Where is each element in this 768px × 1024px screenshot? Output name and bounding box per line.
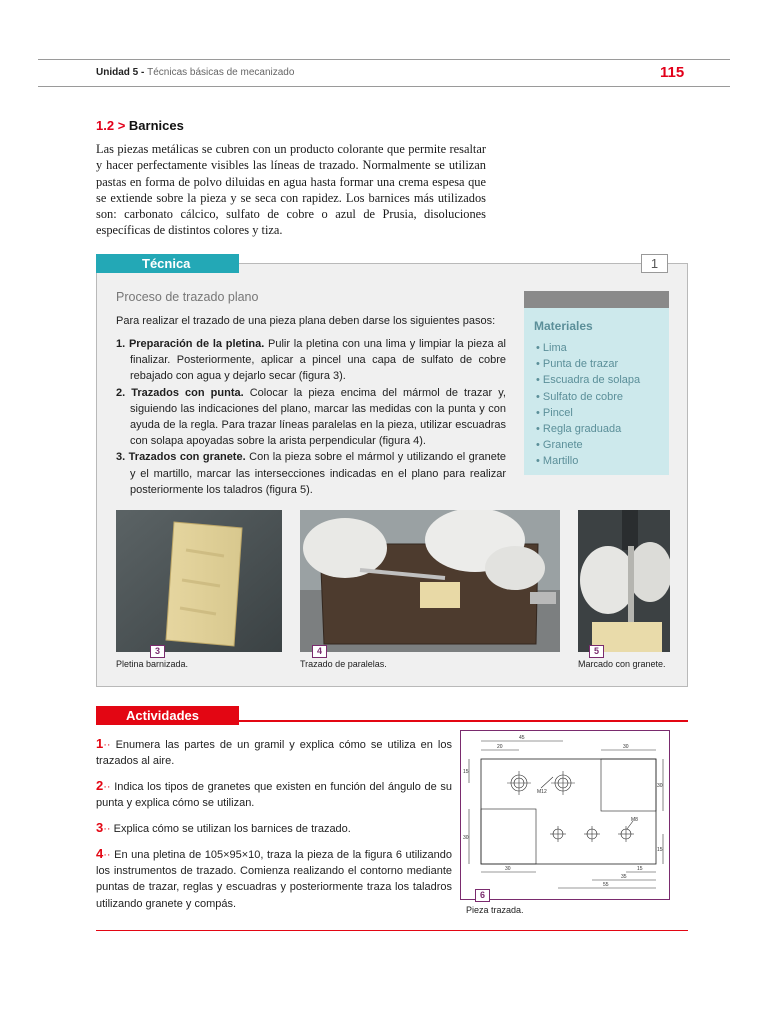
figure-caption: Trazado de paralelas.	[300, 659, 387, 669]
running-header	[96, 67, 294, 78]
step-text: Pulir la pletina con una lima y limpiar la pieza al finalizar. Posteriormente, aplicar a pincel una capa de sulfato de cobre rebajado con agua y dejarlo secar (figura 3).	[130, 338, 506, 383]
figure-caption: Pletina barnizada.	[116, 659, 189, 669]
tecnica-intro: Para realizar el trazado de una pieza plana deben darse los siguientes pasos:	[116, 315, 496, 327]
activity-number: 3	[96, 820, 104, 835]
activity-item	[96, 736, 452, 769]
photo-drawing-parallels	[300, 510, 560, 652]
activity-dots: ··	[103, 781, 111, 793]
step-number: 1.	[116, 338, 126, 350]
dim-label: 55	[603, 882, 609, 888]
activity-dots: ··	[103, 849, 111, 861]
subject-label: Técnicas básicas de mecanizado	[147, 67, 295, 78]
activity-dots: ··	[103, 739, 111, 751]
activity-dots: ··	[103, 823, 111, 835]
materials-title: Materiales	[534, 319, 593, 333]
dim-label: 30	[657, 783, 663, 789]
activity-number: 2	[96, 778, 104, 793]
activity-item	[96, 778, 452, 811]
material-item: • Sulfato de cobre	[536, 390, 624, 403]
materials-box	[524, 291, 669, 475]
activity-item	[96, 820, 452, 837]
material-item: • Punta de trazar	[536, 358, 619, 371]
technical-drawing	[460, 730, 670, 900]
figure-caption: Marcado con granete.	[578, 659, 666, 669]
section-title: Barnices	[128, 118, 184, 133]
section-body: Las piezas metálicas se cubren con un producto colorante que permite resaltar y hacer perfectamente visibles las líneas de trazado. Normalmente se utilizan pastas en forma de polvo diluidas en agua hasta formar una crema espesa que se extiende sobre la pieza y se seca con rapidez. Los barnices más utilizados son: carbonato cálcico, sulfato de cobre o azul de Prusia, disoluciones específicas de distintos colores y tiza.	[96, 142, 486, 238]
activity-item	[96, 846, 452, 912]
figure-number: 4	[312, 645, 327, 658]
header-bottom-rule	[38, 86, 730, 87]
figure-number: 6	[475, 889, 490, 902]
section-number: 1.2	[96, 118, 115, 133]
tecnica-steps	[116, 336, 506, 498]
actividades-tab: Actividades	[96, 706, 239, 725]
material-item: • Escuadra de solapa	[536, 374, 641, 387]
figure-number: 3	[150, 645, 165, 658]
step-number: 2.	[116, 386, 126, 399]
tecnica-step	[116, 385, 506, 450]
figure-caption: Pieza trazada.	[466, 905, 524, 915]
section-heading	[96, 118, 184, 133]
figure-number: 5	[589, 645, 604, 658]
bottom-rule	[96, 930, 688, 931]
page-number: 115	[660, 64, 685, 81]
dim-label: 30	[505, 866, 511, 872]
activity-number: 1	[96, 736, 104, 751]
dim-label: 15	[657, 847, 663, 853]
dim-label: 15	[463, 769, 469, 775]
materials-list	[536, 340, 640, 470]
tecnica-tab: Técnica	[96, 254, 239, 273]
materials-header-bar	[524, 291, 669, 308]
tecnica-step	[116, 336, 506, 385]
dim-label: 35	[621, 874, 627, 880]
photo-varnished-plate	[116, 510, 282, 652]
tecnica-top-rule	[239, 263, 641, 264]
tecnica-title: Proceso de trazado plano	[116, 290, 259, 304]
activity-text: Indica los tipos de granetes que existen en función del ángulo de su punta y explica cómo se utilizan.	[96, 781, 452, 810]
activity-text: Explica cómo se utilizan los barnices de trazado.	[110, 823, 351, 835]
material-item: • Martillo	[536, 455, 579, 468]
material-item: • Granete	[536, 439, 583, 452]
activity-number: 4	[96, 846, 104, 861]
step-title: Trazados con punta.	[131, 386, 244, 399]
step-text: Colocar la pieza encima del mármol de trazar y, siguiendo las indicaciones del plano, marcar las medidas con la punta y con ayuda de la regla. Para trazar líneas paralelas en la pieza, utilizar escuadras con solapa apoyadas sobre la arista perpendicular (figura 4).	[130, 386, 506, 448]
step-text: Con la pieza sobre el mármol y utilizando el granete y el martillo, marcar las intersecciones indicadas en el plano para realizar posteriormente los taladros (figura 5).	[130, 451, 506, 496]
dim-label: 15	[637, 866, 643, 872]
step-number: 3.	[116, 451, 126, 464]
thread-label: M8	[631, 817, 638, 823]
tecnica-step	[116, 449, 506, 498]
section-arrow: >	[117, 118, 126, 133]
dim-label: 20	[497, 744, 503, 750]
material-item: • Lima	[536, 342, 567, 354]
header-separator: -	[138, 67, 148, 78]
unit-label: Unidad 5	[96, 67, 139, 78]
dim-label: 30	[463, 835, 469, 841]
photo-punch-marking	[578, 510, 670, 652]
tecnica-number: 1	[641, 254, 668, 273]
material-item: • Regla graduada	[536, 423, 622, 436]
activity-text: En una pletina de 105×95×10, traza la pieza de la figura 6 utilizando los instrumentos de trazado. Comienza realizando el contorno mediante puntas de trazar, reglas y escuadras y posteriormente traza los taladros utilizando granete y compás.	[96, 849, 452, 910]
dim-label: 30	[623, 744, 629, 750]
thread-label: M12	[537, 789, 547, 795]
actividades-rule	[239, 720, 688, 722]
step-title: Trazados con granete.	[128, 451, 246, 464]
material-item: • Pincel	[536, 406, 573, 419]
step-title: Preparación de la pletina.	[128, 338, 265, 350]
dim-label: 45	[519, 735, 525, 741]
activity-text: Enumera las partes de un gramil y explica cómo se utiliza en los trazados al aire.	[96, 739, 452, 768]
header-top-rule	[38, 59, 730, 60]
